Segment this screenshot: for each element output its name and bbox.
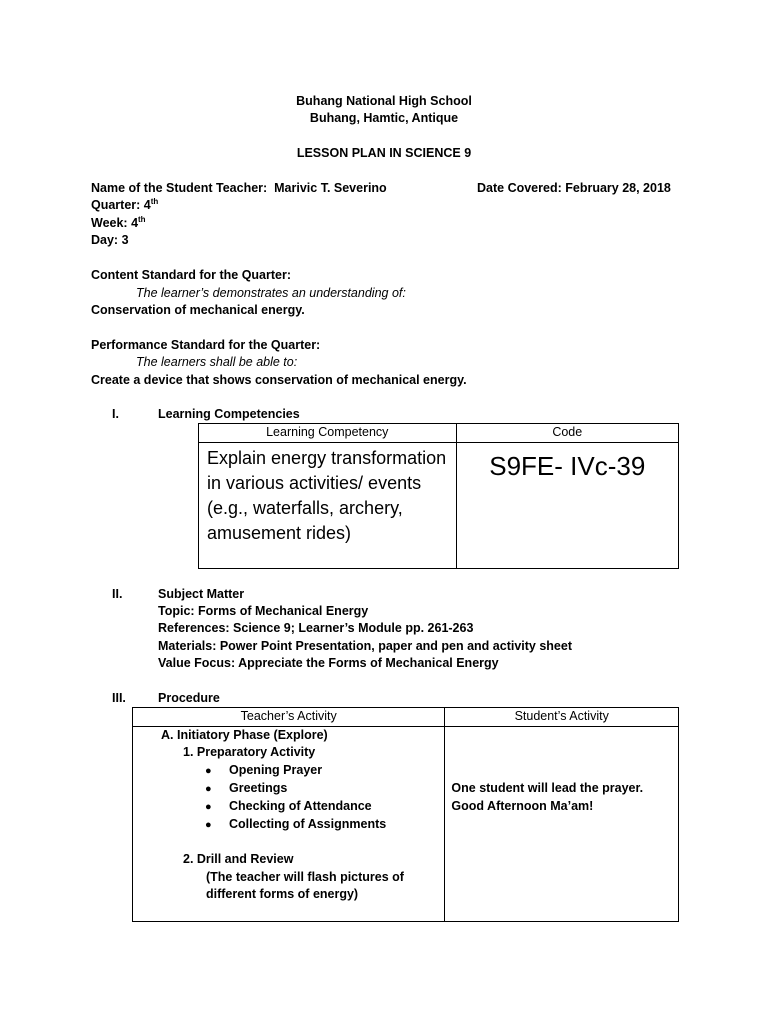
learning-competency-table	[198, 423, 679, 569]
phase-label: A. Initiatory Phase (Explore)	[161, 727, 328, 742]
date-value: February 28, 2018	[565, 181, 671, 195]
week-line	[91, 215, 146, 233]
student-response-2: Good Afternoon Ma’am!	[451, 798, 594, 813]
procedure-table	[132, 707, 679, 922]
section-3-number: III.	[112, 691, 126, 705]
teacher-line	[91, 180, 387, 198]
item-2-label: 2. Drill and Review	[183, 851, 294, 866]
performance-standard-text: Create a device that shows conservation of mechanical energy.	[91, 373, 467, 387]
document-title: LESSON PLAN IN SCIENCE 9	[296, 146, 472, 160]
performance-standard-intro: The learners shall be able to:	[136, 355, 298, 369]
references-line: References: Science 9; Learner’s Module pp. 261-263	[158, 621, 474, 635]
competency-cell: Explain energy transformation in various activities/ events (e.g., waterfalls, archery, amusement rides)	[199, 442, 457, 568]
date-label: Date Covered:	[477, 181, 562, 195]
week-sup: th	[138, 214, 146, 224]
code-column-header: Code	[456, 424, 678, 443]
teacher-activity-header: Teacher’s Activity	[133, 708, 445, 727]
week-label: Week: 4	[91, 216, 139, 230]
section-3-title: Procedure	[158, 691, 220, 705]
section-2-title: Subject Matter	[158, 587, 245, 601]
section-2-number: II.	[112, 587, 123, 601]
materials-line: Materials: Power Point Presentation, paper and pen and activity sheet	[158, 639, 572, 653]
section-1-number: I.	[112, 407, 119, 421]
school-address: Buhang, Hamtic, Antique	[309, 111, 459, 125]
value-focus-line: Value Focus: Appreciate the Forms of Mechanical Energy	[158, 656, 499, 670]
bullet-item: Opening Prayer	[229, 762, 323, 777]
competency-column-header: Learning Competency	[199, 424, 457, 443]
school-name: Buhang National High School	[296, 94, 472, 108]
item-1-label: 1. Preparatory Activity	[183, 744, 316, 759]
quarter-sup: th	[150, 196, 159, 206]
bullet-icon: ●	[205, 782, 212, 795]
bullet-icon: ●	[205, 800, 212, 813]
code-cell: S9FE- IVc-39	[456, 442, 678, 568]
student-activity-cell	[445, 726, 679, 921]
bullet-item: Checking of Attendance	[229, 798, 372, 813]
content-standard-heading: Content Standard for the Quarter:	[91, 268, 292, 282]
teacher-name: Marivic T. Severino	[274, 181, 387, 195]
content-standard-intro: The learner’s demonstrates an understanding of:	[136, 286, 406, 300]
student-response-1: One student will lead the prayer.	[451, 780, 644, 795]
date-line	[477, 180, 671, 198]
item-2-note-line-2: different forms of energy)	[206, 886, 359, 901]
teacher-activity-cell	[133, 726, 445, 921]
item-2-note-line-1: (The teacher will flash pictures of	[206, 869, 404, 884]
content-standard-text: Conservation of mechanical energy.	[91, 303, 305, 317]
day-line: Day: 3	[91, 233, 129, 247]
performance-standard-heading: Performance Standard for the Quarter:	[91, 338, 321, 352]
bullet-icon: ●	[205, 818, 212, 831]
section-1-title: Learning Competencies	[158, 407, 300, 421]
bullet-icon: ●	[205, 764, 212, 777]
quarter-label: Quarter: 4	[91, 198, 151, 212]
bullet-item: Greetings	[229, 780, 288, 795]
quarter-line	[91, 197, 158, 215]
teacher-label: Name of the Student Teacher:	[91, 181, 268, 195]
student-activity-header: Student’s Activity	[445, 708, 679, 727]
bullet-item: Collecting of Assignments	[229, 816, 387, 831]
topic-line: Topic: Forms of Mechanical Energy	[158, 604, 369, 618]
